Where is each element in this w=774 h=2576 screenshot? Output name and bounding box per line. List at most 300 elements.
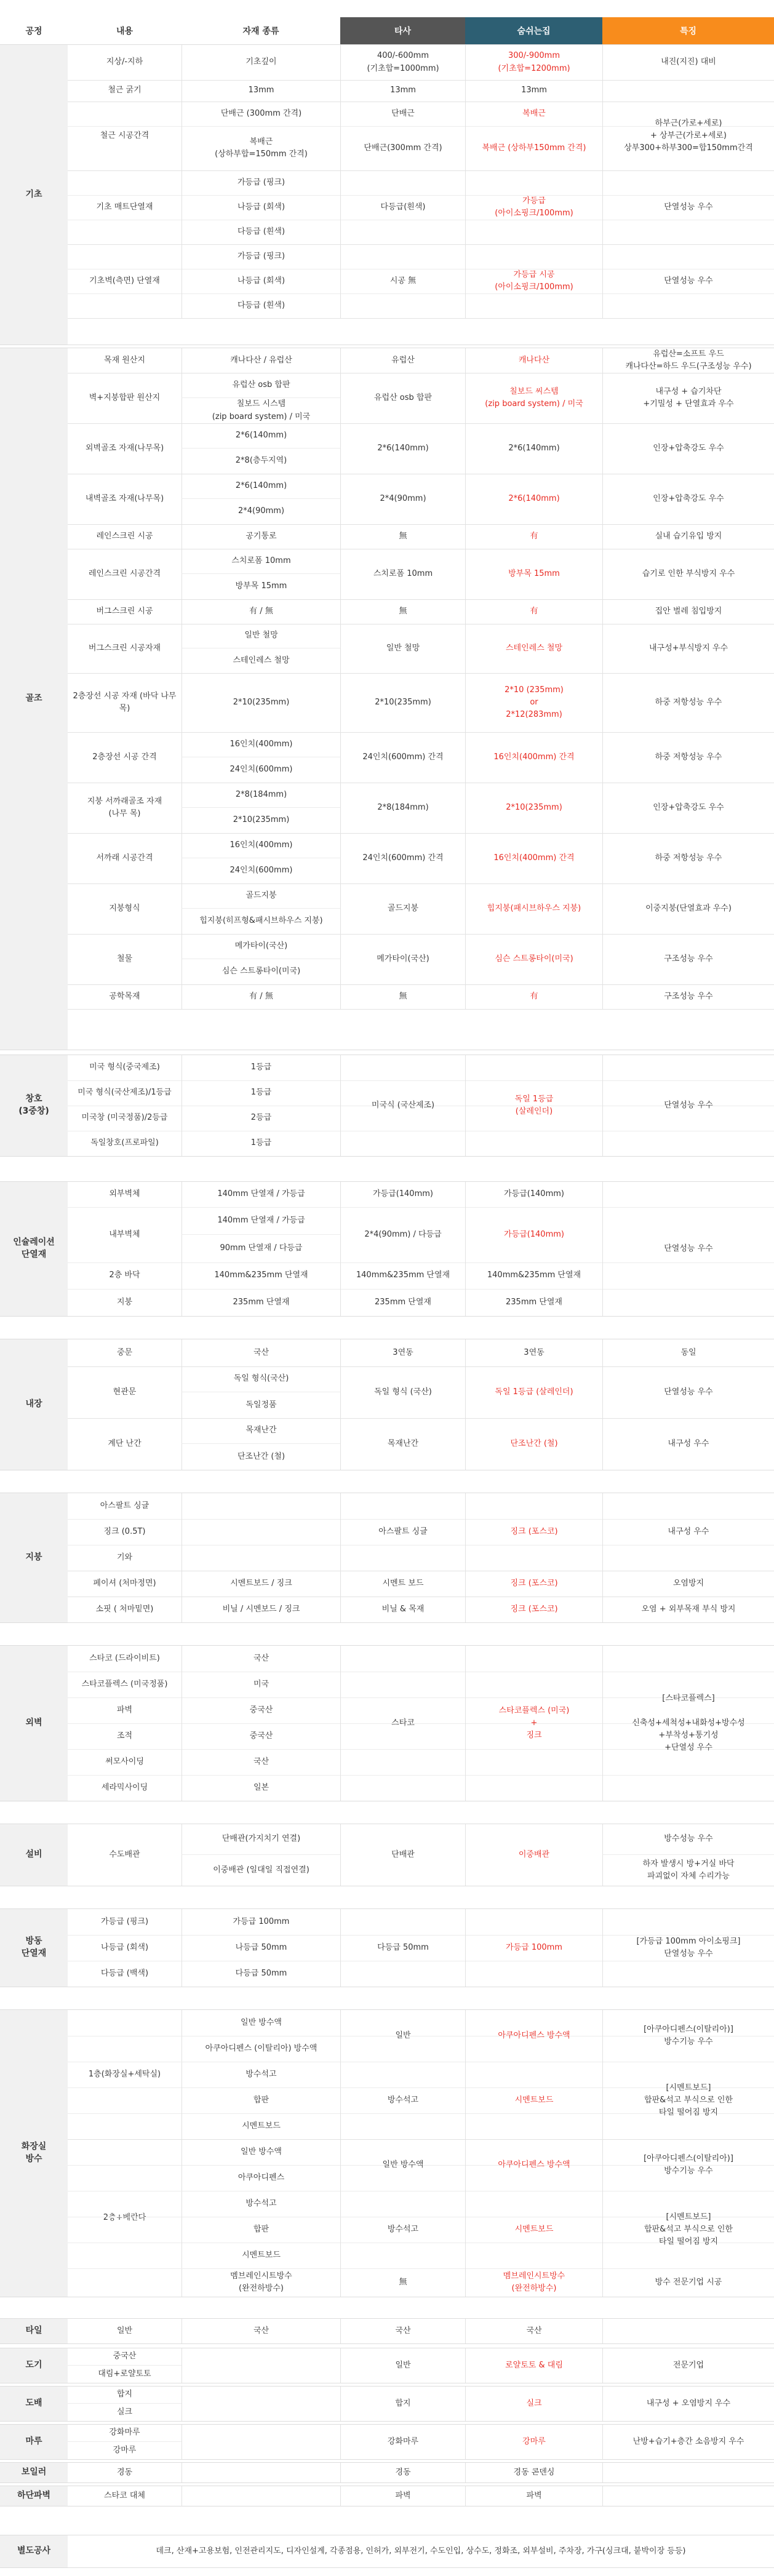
- row-other: 합지: [340, 2387, 465, 2421]
- header-material: 자재 종류: [242, 26, 279, 36]
- row-ours: 국산: [465, 2319, 602, 2343]
- row-content: 수도배관: [109, 1849, 140, 1859]
- row-content: 철근 굵기: [108, 86, 142, 95]
- row-other: 2*6(140mm): [340, 423, 465, 474]
- row-other: 가등급(140mm): [340, 1182, 465, 1207]
- table-row: [68, 1182, 774, 1316]
- category-label: 내장: [0, 1339, 68, 1470]
- row-material: 미국: [182, 1672, 340, 1697]
- row-content: 외부벽체: [109, 1189, 140, 1199]
- row-ours: 힙지붕(패시브하우스 지붕): [465, 883, 602, 934]
- row-ours: 단조난간 (철): [465, 1418, 602, 1470]
- table-row: [68, 1597, 774, 1622]
- row-material: [182, 2425, 340, 2459]
- row-feature: 인장+압축강도 우수: [602, 783, 774, 833]
- row-ours: 강마루: [465, 2425, 602, 2459]
- category-label: 타일: [0, 2319, 68, 2343]
- row-feature: 실내 습기유입 방지: [602, 524, 774, 549]
- row-content: 합지: [68, 2387, 182, 2404]
- table-row: [68, 1418, 774, 1470]
- row-material: 일본: [182, 1775, 340, 1801]
- row-feature: 유럽산=소프트 우드 캐나다산=하드 우드(구조성능 우수): [602, 348, 774, 373]
- row-feature: [602, 80, 774, 102]
- table-row: [68, 45, 774, 81]
- row-content: 미국창 (미국정품)/2등급: [81, 1113, 168, 1123]
- row-material: 방수석고: [182, 2062, 340, 2088]
- row-material: 비닐 / 시멘보드 / 징크: [182, 1597, 340, 1622]
- row-material: 국산: [182, 1646, 340, 1672]
- row-ours: 실크: [465, 2387, 602, 2421]
- row-material: 1등급: [182, 1131, 340, 1156]
- row-ours: 스타코플렉스 (미국) + 징크: [465, 1646, 602, 1801]
- table-row: [68, 1339, 774, 1367]
- row-material: [182, 2387, 340, 2421]
- row-material: 힙지붕(히프형&패시브하우스 지붕): [182, 909, 340, 934]
- row-feature: 단열성능 우수: [602, 1055, 774, 1156]
- row-material: 메가타이(국산): [182, 934, 340, 959]
- row-material: 24인치(600mm): [182, 858, 340, 883]
- row-feature: [시멘트보드] 합판&석고 부식으로 인한 타일 떨어짐 방지: [602, 2191, 774, 2268]
- row-other: 일반: [340, 2010, 465, 2062]
- row-feature: [602, 2463, 774, 2482]
- row-other: 無: [340, 2268, 465, 2297]
- row-other: 단배근: [340, 102, 465, 126]
- row-content: 일반: [116, 2326, 133, 2335]
- category-label: 골조: [0, 348, 68, 1050]
- table-row: [68, 984, 774, 1010]
- table-row: [68, 732, 774, 783]
- row-material: 有 / 無: [182, 984, 340, 1009]
- category-label: 도배: [0, 2387, 68, 2421]
- row-ours: 복배근 (상하부150mm 간격): [465, 126, 602, 170]
- table-row: [68, 474, 774, 525]
- section-1: [0, 2348, 774, 2383]
- row-ours: 가등급 100mm: [465, 1909, 602, 1987]
- category-label: 별도공사: [0, 2535, 68, 2567]
- row-material: 국산: [182, 1339, 340, 1366]
- row-content: 아스팔트 싱글: [100, 1501, 150, 1510]
- section-insulation: [0, 1181, 774, 1317]
- row-material: 2*6(140mm): [182, 423, 340, 449]
- row-content: 강마루: [113, 2445, 137, 2455]
- row-content: 지붕: [116, 1297, 133, 1307]
- row-material: 독일정품: [182, 1392, 340, 1418]
- section-0: [0, 2318, 774, 2344]
- row-feature: 인장+압축강도 우수: [602, 474, 774, 524]
- table-row: [68, 1824, 774, 1886]
- row-ours: 로얄토토 & 대림: [465, 2348, 602, 2383]
- row-material: 2*4(90mm): [182, 499, 340, 524]
- table-row: [68, 934, 774, 985]
- table-row: [68, 1493, 774, 1571]
- row-content: 실크: [116, 2407, 133, 2417]
- row-content: 지붕 서까래골조 자재 (나무 목): [87, 796, 162, 818]
- category-label: 보일러: [0, 2463, 68, 2482]
- row-material: 有 / 無: [182, 599, 340, 624]
- row-material: 235mm 단열재: [182, 1289, 340, 1316]
- category-label: 지붕: [0, 1493, 68, 1622]
- row-material: 다등급 (흰색): [182, 293, 340, 318]
- row-content: 레인스크린 시공간격: [88, 568, 161, 578]
- row-ours: 가등급 (아이소핑크/100mm): [465, 170, 602, 244]
- row-material: 방부목 15mm: [182, 574, 340, 599]
- row-other: 비닐 & 목재: [340, 1597, 465, 1622]
- section-3: [0, 2424, 774, 2460]
- row-ours: 독일 1등급 (살레인더): [465, 1055, 602, 1156]
- row-ours: 멤브레인시트방수 (완전하방수): [465, 2268, 602, 2297]
- row-material: [182, 1545, 340, 1571]
- row-feature: 인장+압축강도 우수: [602, 423, 774, 474]
- row-material: 국산: [182, 2319, 340, 2343]
- section-4: [0, 2462, 774, 2483]
- row-feature: 내진(지진) 대비: [602, 45, 774, 80]
- row-content: 서까래 시공간격: [96, 853, 153, 863]
- row-feature: [시멘트보드] 합판&석고 부식으로 인한 타일 떨어짐 방지: [602, 2062, 774, 2139]
- table-row: [68, 1055, 774, 1156]
- row-content: 기와: [116, 1552, 133, 1562]
- row-feature: 내구성 우수: [602, 1418, 774, 1470]
- row-material: 일반 철망: [182, 624, 340, 648]
- row-ours: 방부목 15mm: [465, 549, 602, 599]
- row-content: 세라믹사이딩: [101, 1782, 148, 1792]
- row-other: 無: [340, 599, 465, 624]
- table-row: [68, 883, 774, 935]
- row-feature: 하부근(가로+세로) + 상부근(가로+세로) 상부300+하부300=합150mm간격: [602, 102, 774, 170]
- table-row: [68, 2139, 774, 2297]
- table-row: [68, 783, 774, 834]
- row-content: 레인스크린 시공: [96, 531, 153, 541]
- row-material: 스테인레스 철망: [182, 648, 340, 673]
- row-ours: 2*10(235mm): [465, 783, 602, 833]
- row-material: 아쿠아디펜스: [182, 2165, 340, 2191]
- row-content: 대림+로얄토토: [98, 2369, 151, 2379]
- section-frame: [0, 348, 774, 1050]
- row-feature: [스타코플렉스] 신축성+세척성+내화성+방수성 +부착성+통기성 +단열성 우수: [602, 1646, 774, 1801]
- row-material: 심슨 스트롱타이(미국): [182, 959, 340, 984]
- row-material: 독일 형식(국산): [182, 1366, 340, 1392]
- section-separate-work: [0, 2535, 774, 2568]
- row-content: 중국산: [68, 2348, 182, 2366]
- row-material: 아쿠아디펜스 (이탈리아) 방수액: [182, 2036, 340, 2062]
- row-content: 계단 난간: [108, 1438, 142, 1448]
- row-other: 파벽: [340, 2486, 465, 2506]
- section-roof: [0, 1493, 774, 1623]
- row-feature: 내구성+부식방지 우수: [602, 624, 774, 673]
- row-material: 유럽산 osb 합판: [182, 373, 340, 398]
- row-material: 2*8(층두지역): [182, 449, 340, 474]
- row-material: 시멘트보드 / 징크: [182, 1571, 340, 1597]
- row-content: 스타코 (드라이비트): [89, 1653, 160, 1663]
- row-material: 이중배관 (일대일 직접연결): [182, 1855, 340, 1886]
- row-other: 24인치(600mm) 간격: [340, 833, 465, 883]
- row-other: 140mm&235mm 단열재: [340, 1262, 465, 1289]
- row-ours: 아쿠아디펜스 방수액: [465, 2139, 602, 2191]
- row-material: 공기통로: [182, 524, 340, 549]
- row-content: 2층장선 시공 자재 (바닥 나무목): [73, 691, 177, 713]
- row-ours: 시멘트보드: [465, 2191, 602, 2268]
- row-other: 스타코: [340, 1646, 465, 1801]
- row-material: 국산: [182, 1749, 340, 1775]
- section-bathroom-waterproofing: [0, 2009, 774, 2297]
- row-material: 칠보드 시스템 (zip board system) / 미국: [182, 398, 340, 423]
- row-feature: 구조성능 우수: [602, 934, 774, 984]
- row-material: 16인치(400mm): [182, 732, 340, 757]
- row-material: 나등급 (회색): [182, 269, 340, 293]
- row-ours: 캐나다산: [465, 348, 602, 373]
- row-feature: 내구성 + 습기차단 +기밀성 + 단열효과 우수: [602, 373, 774, 423]
- row-content: 징크 (0.5T): [103, 1526, 146, 1536]
- table-row: [68, 1646, 774, 1801]
- row-ours: 有: [465, 524, 602, 549]
- row-content: 철근 시공간격: [100, 130, 150, 140]
- section-exterior-wall: [0, 1645, 774, 1801]
- row-content: 기초 매트단열재: [96, 202, 153, 212]
- row-other: 2*4(90mm): [340, 474, 465, 524]
- row-ours: 칠보드 씨스템 (zip board system) / 미국: [465, 373, 602, 423]
- row-material: 2*10(235mm): [182, 673, 340, 732]
- row-material: 가등급 (핑크): [182, 244, 340, 269]
- row-material: 가등급 (핑크): [182, 170, 340, 195]
- row-ours: 가등급(140mm): [465, 1207, 602, 1262]
- row-content: 가등급 (핑크): [100, 1916, 149, 1926]
- row-feature: [602, 2486, 774, 2506]
- category-label: 마루: [0, 2425, 68, 2459]
- row-ours: 징크 (포스코): [465, 1597, 602, 1622]
- row-ours: 有: [465, 984, 602, 1009]
- row-material: 복배근 (상하부합=150mm 간격): [182, 126, 340, 170]
- category-label: 창호 (3중창): [0, 1055, 68, 1156]
- row-feature: 하중 저항성능 우수: [602, 833, 774, 883]
- row-material: 나등급 (회색): [182, 195, 340, 220]
- table-row: [68, 423, 774, 474]
- row-feature: [가등급 100mm 아이소핑크] 단열성능 우수: [602, 1909, 774, 1987]
- category-label: 외벽: [0, 1646, 68, 1801]
- category-label: 기초: [0, 45, 68, 345]
- category-label: 화장실 방수: [0, 2010, 68, 2297]
- row-feature: 하자 발생시 방+거실 바닥 파괴없이 자체 수리가능: [602, 1855, 774, 1886]
- row-other: 24인치(600mm) 간격: [340, 732, 465, 783]
- table-row: [68, 1909, 774, 1987]
- row-material: 2*10(235mm): [182, 808, 340, 833]
- row-feature: 전문기업: [602, 2348, 774, 2383]
- row-other: 목재난간: [340, 1418, 465, 1470]
- header-process: 공정: [25, 26, 42, 36]
- row-feature: 단열성능 우수: [602, 244, 774, 318]
- row-other: 유럽산: [340, 348, 465, 373]
- row-material: 2*6(140mm): [182, 474, 340, 499]
- row-ours: 13mm: [465, 80, 602, 102]
- table-row: [68, 599, 774, 624]
- row-content: 공학목재: [109, 991, 140, 1001]
- row-other: 無: [340, 984, 465, 1009]
- row-material: 합판: [182, 2217, 340, 2243]
- row-material: 2*8(184mm): [182, 783, 340, 808]
- row-content: 버그스크린 시공: [96, 606, 153, 616]
- row-content: 써모사이딩: [105, 1757, 144, 1766]
- row-material: 16인치(400mm): [182, 833, 340, 858]
- row-content: 2층+베란다: [103, 2212, 146, 2222]
- row-material: 합판: [182, 2088, 340, 2113]
- row-other: 3연동: [340, 1339, 465, 1366]
- row-material: 방수석고: [182, 2191, 340, 2217]
- category-label: 인슐레이션 단열재: [0, 1182, 68, 1316]
- row-ours: 235mm 단열재: [465, 1289, 602, 1316]
- row-content: 나등급 (회색): [100, 1942, 149, 1952]
- row-feature: 난방+습기+층간 소음방지 우수: [602, 2425, 774, 2459]
- row-content: 철물: [116, 954, 133, 963]
- row-material: 140mm 단열재 / 가등급: [182, 1182, 340, 1207]
- row-content: 다등급 (백색): [100, 1968, 149, 1978]
- row-ours: 가등급(140mm): [465, 1182, 602, 1207]
- row-ours: 파벽: [465, 2486, 602, 2506]
- row-material: [182, 2348, 340, 2383]
- row-other: 국산: [340, 2319, 465, 2343]
- row-other: 방수석고: [340, 2191, 465, 2268]
- row-feature: 단열성능 우수: [602, 1182, 774, 1316]
- row-content: 강화마루: [68, 2425, 182, 2442]
- row-content: 지상/-지하: [106, 57, 143, 67]
- table-row: [68, 624, 774, 674]
- row-feature: 집안 벌레 침입방지: [602, 599, 774, 624]
- section-interior: [0, 1339, 774, 1470]
- row-content: 내벽골조 자재(나무목): [85, 493, 164, 503]
- row-ours: 이중배관: [465, 1824, 602, 1886]
- row-material: 캐나다산 / 유럽산: [182, 348, 340, 373]
- row-content: 지붕형식: [109, 903, 140, 913]
- row-feature: [602, 2319, 774, 2343]
- section-heating-insulation: [0, 1908, 774, 1987]
- row-material: [182, 1493, 340, 1519]
- header-feature: 특징: [602, 17, 774, 44]
- row-content: 페이셔 (처마정면): [93, 1578, 156, 1588]
- separate-work-text: 데크, 산재+고용보험, 인전관리지도, 디자인설계, 각종점용, 인허가, 외부전기, 수도인입, 상수도, 정화조, 외부설비, 주차장, 가구(싱크대, 붙박이장 등등): [156, 2546, 686, 2556]
- category-label: 하단파벽: [0, 2486, 68, 2506]
- table-row: [68, 673, 774, 733]
- row-other: 2*4(90mm) / 다등급: [340, 1207, 465, 1262]
- row-ours: 징크 (포스코): [465, 1493, 602, 1571]
- row-other: 단배관: [340, 1824, 465, 1886]
- row-material: [182, 2463, 340, 2482]
- row-feature: 구조성능 우수: [602, 984, 774, 1009]
- row-material: 단배근 (300mm 간격): [182, 102, 340, 126]
- row-feature: 단열성능 우수: [602, 170, 774, 244]
- table-row: [68, 1571, 774, 1597]
- row-ours: 복배근: [465, 102, 602, 126]
- row-content: 기초벽(측면) 단열재: [89, 276, 160, 285]
- row-material: [182, 2486, 340, 2506]
- table-row: [68, 244, 774, 319]
- row-other: 강화마루: [340, 2425, 465, 2459]
- row-content: 파벽: [116, 1705, 133, 1715]
- table-row: [68, 833, 774, 884]
- table-row: [68, 102, 774, 171]
- row-feature: 이중지붕(단열효과 우수): [602, 883, 774, 934]
- row-material: 140mm&235mm 단열재: [182, 1262, 340, 1289]
- table-row: [68, 524, 774, 549]
- row-other: 시멘트 보드: [340, 1571, 465, 1597]
- row-content: 외벽골조 자재(나무목): [85, 443, 164, 453]
- row-material: [182, 1519, 340, 1545]
- row-material: 다등급 50mm: [182, 1961, 340, 1987]
- row-ours: 시멘트보드: [465, 2062, 602, 2139]
- row-ours: 경동 콘덴싱: [465, 2463, 602, 2482]
- row-material: 목재난간: [182, 1418, 340, 1444]
- category-label: 방동 단열재: [0, 1909, 68, 1987]
- row-other: 스치로폼 10mm: [340, 549, 465, 599]
- table-row: [68, 170, 774, 245]
- row-content: 스타코플렉스 (미국정품): [81, 1679, 168, 1689]
- row-other: 2*8(184mm): [340, 783, 465, 833]
- row-feature: 습기로 인한 부식방지 우수: [602, 549, 774, 599]
- category-label: 도기: [0, 2348, 68, 2383]
- section-foundation: [0, 44, 774, 345]
- row-ours: 가등급 시공 (아이소핑크/100mm): [465, 244, 602, 318]
- row-material: 시멘트보드: [182, 2113, 340, 2139]
- row-ours: 有: [465, 599, 602, 624]
- row-content: 2층장선 시공 간격: [92, 752, 157, 762]
- table-row: [68, 373, 774, 424]
- row-content: 버그스크린 시공자재: [88, 643, 161, 653]
- row-material: 나등급 50mm: [182, 1935, 340, 1961]
- row-material: 중국산: [182, 1723, 340, 1749]
- row-feature: 오염 + 외부목재 부식 방지: [602, 1597, 774, 1622]
- row-other: 다등급(흰색): [340, 170, 465, 244]
- row-other: 400/-600mm (기초합=1000mm): [340, 45, 465, 80]
- row-ours: 3연동: [465, 1339, 602, 1366]
- row-material: 다등급 (흰색): [182, 220, 340, 244]
- row-content: 중문: [116, 1347, 133, 1357]
- row-material: 단배관(가지치기 연결): [182, 1824, 340, 1855]
- row-feature: 방수 전문기업 시공: [602, 2268, 774, 2297]
- row-ours: 2*6(140mm): [465, 423, 602, 474]
- row-content: 미국 형식(중국제조): [89, 1063, 160, 1072]
- row-material: 골드지붕: [182, 883, 340, 909]
- row-ours: 징크 (포스코): [465, 1571, 602, 1597]
- row-ours: 16인치(400mm) 간격: [465, 732, 602, 783]
- section-equipment: [0, 1824, 774, 1886]
- row-feature: 내구성 + 오염방지 우수: [602, 2387, 774, 2421]
- row-content: 조적: [116, 1731, 133, 1741]
- row-material: 90mm 단열재 / 다등급: [182, 1235, 340, 1262]
- row-material: 멤브레인시트방수 (완전하방수): [182, 2268, 340, 2297]
- row-material: 가등급 100mm: [182, 1909, 340, 1935]
- row-content: 스타코 대체: [104, 2490, 145, 2500]
- row-feature: [아쿠아디펜스(이탈리아)] 방수기능 우수: [602, 2139, 774, 2191]
- row-content: 1층(화장실+세탁실): [88, 2069, 161, 2079]
- row-material: 일반 방수액: [182, 2010, 340, 2036]
- row-ours: 2*6(140mm): [465, 474, 602, 524]
- row-other: 독일 형식 (국산): [340, 1366, 465, 1418]
- row-content: 독일창호(프로파일): [90, 1138, 159, 1148]
- row-content: 미국 형식(국산제조)/1등급: [78, 1088, 172, 1098]
- row-feature: 동일: [602, 1339, 774, 1366]
- row-other: 無: [340, 524, 465, 549]
- row-ours: 300/-900mm (기초합=1200mm): [465, 45, 602, 80]
- section-windows: [0, 1055, 774, 1157]
- row-other: 일반 방수액: [340, 2139, 465, 2191]
- row-content: 소핏 ( 처마밑면): [95, 1604, 154, 1614]
- row-other: 아스팔트 싱글: [340, 1493, 465, 1571]
- row-feature: 내구성 우수: [602, 1493, 774, 1571]
- row-other: 2*10(235mm): [340, 673, 465, 732]
- row-feature: 단열성능 우수: [602, 1366, 774, 1418]
- row-other: 단배근(300mm 간격): [340, 126, 465, 170]
- header-content: 내용: [116, 26, 134, 36]
- table-row: [68, 2010, 774, 2140]
- row-ours: 아쿠아디펜스 방수액: [465, 2010, 602, 2062]
- row-ours: 스테인레스 철망: [465, 624, 602, 673]
- row-ours: 심슨 스트롱타이(미국): [465, 934, 602, 984]
